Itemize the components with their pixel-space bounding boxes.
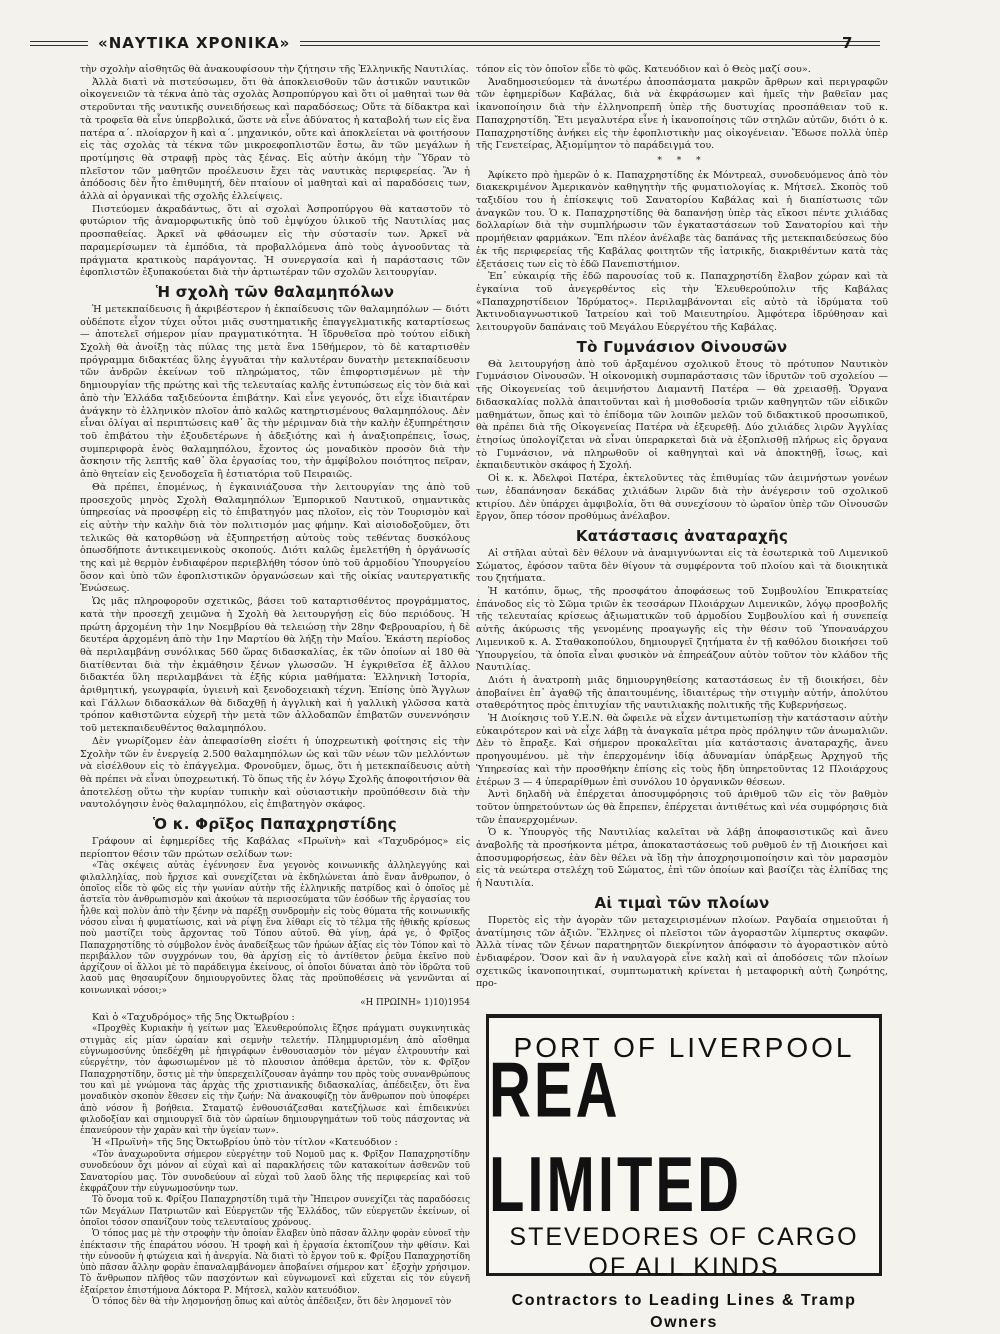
ad-contractors-line: Contractors to Leading Lines & Tramp Owners [511,1292,857,1331]
section-divider-stars: * * * [657,155,707,166]
section-heading-turmoil: Κατάστασις ἀναταραχῆς [575,526,789,545]
paragraph: Ἀντὶ δηλαδὴ νὰ ἐπέρχεται ἀποσυμφόρησις τοῦ ἀριθμοῦ τῶν εἰς τὸν βαθμὸν τοῦτον ὑπηρετούντων ὡς θὰ ἔπρεπεν, ἐπέρχεται ἀντιθέτως καὶ νέα συμφόρησις διὰ τῶν ἐπανερχομένων. [476,789,888,826]
advertisement-box [486,1014,882,1331]
page-number: 7 [842,34,853,52]
section-heading-papachristidis: Ὁ κ. Φρῖξος Παπαχρηστίδης [152,815,397,834]
paragraph: Διότι ἡ ἀνατροπὴ μιᾶς δημιουργηθείσης καταστάσεως ἐν τῇ διοικήσει, δὲν ἀποβαίνει ἐπ᾽ ἀγαθῷ τῆς ἀπαιτουμένης, ἰδιαιτέρως τὴν στιγμὴν αὐτήν, ἀπολύτου σταθερότητος πρὸς ἐπιτυχίαν τῆς ναυτιλιακῆς πολιτικῆς τῆς Κυβερνήσεως. [476,674,888,712]
section-heading-stewards-school: Ἡ σχολὴ τῶν θαλαμηπόλων [155,282,395,301]
paragraph: τόπον εἰς τὸν ὁποῖον εἶδε τὸ φῶς. Κατευόδιον καὶ ὁ Θεὸς μαζί σου». [476,64,811,75]
paragraph: Ἡ μετεκπαίδευσις ἢ ἀκριβέστερον ἡ ἐκπαίδευσις τῶν θαλαμηπόλων — διότι οὐδέποτε εἶχον τύχει οὗτοι μιᾶς συστηματικῆς ἐπαγγελματικῆς καταρτίσεως — ἀποτελεῖ σήμερον μίαν πραγματικότητα. Ἡ ἵδρυθεῖσα πρὸ τούτου εἰδικὴ Σχολὴ θὰ ἀνοίξῃ τὰς πύλας της μετὰ ἕνα 15θήμερον, τὸ δὲ καταρτισθὲν πρόγραμμα διδακτέας ὕλης ἐγγυᾶται τὴν καλυτέραν δυνατὴν μετεκπαίδευσιν τῶν ἀνδρῶν ἐκείνων τοῦ πληρώματος, τῶν ἐπιφορτισμένων μὲ τὴν δημιουργίαν τῆς πρώτης καὶ τῆς τελευταίας καλῆς ἐντυπώσεως εἰς τὸν διὰ καὶ ἀπὸ τὴν Ἑλλάδα ταξιδεύοντα ἐπιβάτην. Καὶ εἶνε γεγονός, ὅτι εἶχε ἰδιαιτέραν ἀνάγκην τὸ ἑλληνικὸν πλοῖον ἀπὸ καλῶς κατηρτισμένους θαλαμηπόλους. Δὲν εἶναι ὀλίγαι αἱ περιπτώσεις καθ᾽ ἃς τὴν μέριμναν διὰ τὴν καλὴν ἐξυπηρέτησιν τοῦ ἐπιβάτου τὴν ἐξουδετέρωνε ἡ ἀδεξιότης καὶ ἡ ἀναξιοπρέπεις, ἴσως, συμπεριφορὰ ἑνὸς θαλαμηπόλου, ἔχοντος ὡς μοναδικὸν προσὸν διὰ τὴν ἄσκησιν τῆς λεπτῆς καθ᾽ ὅλα ἐργασίας του, τὴν ἀμφίβολου ποιότητος πεῖραν, ἀπὸ θητείαν εἰς ξενοδοχεῖα ἢ ἑστιατόρια τοῦ Πειραιῶς. [80,303,470,481]
paragraph: Ἐπ᾽ εὐκαιρίᾳ τῆς ἐδῶ παρουσίας τοῦ κ. Παπαχρηστίδη ἔλαβον χώραν καὶ τὰ ἐγκαίνια τοῦ ἀνεγερθέντος εἰς τὴν Ἐλευθερούπολιν τῆς Καβάλας «Παπαχρηστίδειον Ἱδρύματος». Περιλαμβάνονται εἰς αὐτὸ τὰ ἱδρύματα τοῦ Ἀκτινοδιαγνωστικοῦ Ἰατρείου καὶ τοῦ Μαιευτηρίου. Ἀμφότερα ἱδρύθησαν καὶ λειτουργοῦν δαπάναις τοῦ Μεγάλου Εὐεργέτου τῆς Καβάλας. [476,271,888,334]
header-rule-left [30,41,88,46]
paragraph: Ὁ κ. Ὑπουργὸς τῆς Ναυτιλίας καλεῖται νὰ λάβῃ ἀποφασιστικῶς καὶ ἄνευ ἀναβολῆς τὰ προσήκοντα μέτρα, ἀποκαταστάσεως τοῦ ρυθμοῦ ἐν τῇ Διοικήσει καὶ ἀποσυμφορήσεως, ἐὰν δὲν θέλει νὰ ἴδῃ τὴν ἀποχρησιμοποίησιν καὶ τὸν μαρασμὸν εἰς τὰ νεώτερα στελέχη τοῦ Σώματος, ἐπὶ τῶν ὁποίων καὶ βασίζει τὰς ἐλπίδας της ἡ Ναυτιλία. [476,827,888,890]
ad-service-line: STEVEDORES OF CARGO [509,1223,859,1251]
paragraph: Ἡ Διοίκησις τοῦ Υ.Ε.Ν. θὰ ὤφειλε νὰ εἶχεν ἀντιμετωπίσῃ τὴν κατάστασιν αὐτὴν εὐκαιρότερον καὶ νὰ εἶχε λάβῃ τὰ ἀναγκαῖα μέτρα πρὸς πρόληψιν τῶν ἀνωμαλιῶν. Δὲν τὸ ἔπραξε. Καὶ σήμερον προκαλεῖται μία κατάστασις ἀναταραχῆς, ἄνευ προηγουμένου. μὲ τὴν ἐπερχομένην ἰδίᾳ ἀδυναμίαν ὑπάρξεως Ἀρχηγοῦ τῆς Ὑπηρεσίας καὶ τὴν προσθήκην ἐπίσης εἰς τοὺς ἤδη ὑπηρετοῦντας 12 Πλοιάρχους ἑτέρων 3 — 4 ὑπεραρίθμων ἐπὶ συνόλου 10 ὀργανικῶν θέσεων. [476,713,888,788]
paragraph: Θὰ πρέπει, ἑπομένως, ἡ ἐγκαινιάζουσα τὴν λειτουργίαν της ἀπὸ τοῦ προσεχοῦς μηνὸς Σχολὴ Θαλαμηπόλων Ἐμπορικοῦ Ναυτικοῦ, σημαντικὰς ὑπηρεσίας νὰ προσφέρῃ εἰς τὸ ἐπιβατηγόν μας πλοῖον, εἰς τὸν Τουρισμὸν καὶ εἰς αὐτὴν τὴν καλὴν διὰ τὸν πολιτισμόν μας φήμην. Καὶ αἰσιοδοξοῦμεν, ὅτι τελικῶς θὰ κατορθώσῃ νὰ ἐξυπηρετήσῃ αὐτοὺς τοὺς τεθέντας δυσκόλους ὁπωσδήποτε ἀντικειμενικοὺς σκοπούς. Διότι καλῶς ἐμελετήθη ἡ ὀργάνωσίς της καὶ μὲ θερμὸν ἐνδιαφέρον περιεβλήθη τόσον ὑπὸ τοῦ ἁρμοδίου Ὑπουργείου ὅσον καὶ ὑπὸ τῶν ἐφοπλιστικῶν ὀργανώσεων καὶ τῆς οἰκίας ναυτεργατικῆς Ἑνώσεως. [80,481,470,595]
ad-company-name: REA LIMITED [489,1046,742,1229]
page-header [30,28,880,58]
newspaper-quote: «Τὸν ἀναχωροῦντα σήμερον εὐεργέτην τοῦ Νομοῦ μας κ. Φρῖξον Παπαχρηστίδην συνοδεύουν ὄχι μόνον αἱ εὐχαὶ καὶ αἱ παρακλήσεις τῶν κατακοίτων ἀσθενῶν τοῦ Σανατορίου μας. Τὸν συνοδεύουν αἱ εὐχαὶ τοῦ λαοῦ ὅλης τῆς περιφερείας καὶ τοῦ ἐκφράζουν τὴν εὐγνωμοσύνην των. [80,1150,470,1195]
paragraph: Πυρετὸς εἰς τὴν ἀγορὰν τῶν μεταχειρισμένων πλοίων. Ραγδαία σημειοῦται ἡ ἀνατίμησις τῶν ἀξιῶν. Ἕλληνες οἱ πλεῖστοι τῶν ἀγοραστῶν λίμπερτυς σκαφῶν. Ἀλλὰ τίνας τῶν ξένων παρατηρητῶν διεκρίνητον ἀπόφασιν τὸ ἀγοραστικὸν αὐτὸ ἐνδιαφέρον. Ὅσον καὶ ἂν ἡ ναυλαγορὰ εἶνε καλὴ καὶ αἱ ἀποδόσεις τῶν πλοίων σχετικῶς ἱκανοποιητικαί, συμπτωματικὴ κρίνεται ἡ μεταφορικὴ αὐτὴ ζωηρότης, προ- [476,914,888,990]
paragraph: Ἡ «Πρωϊνὴ» τῆς 5ης Ὀκτωβρίου ὑπὸ τὸν τίτλον «Κατευόδιον : [92,1137,398,1149]
newspaper-quote: Ὁ τόπος μας μὲ τὴν στροφὴν τὴν ὁποίαν ἔλαβεν ὑπὸ πᾶσαν ἄλλην φορὰν εὑνοεῖ τὴν ἐπέκτασιν τῆς ἐπαράτου νόσου. Ἡ τροφὴ καὶ ἡ ἐργασία ἐκτοπίζουν τὴν φθίσιν. Καὶ τὴν εὐνοοῦν ἡ φτώχεια καὶ ἡ ἀνεργία. Νὰ διατὶ τὸ ἔργον τοῦ κ. Φρίξου Παπαχρηστίδη ὑπὸ πᾶσαν ἄλλην φορὰν ἐπαναλαμβάνομεν ἀποβαίνει σήμερον κατ᾽ ἐξοχὴν χρήσιμον. Τὸ ἄνθρωπον πλῆθος τῶν πασχόντων καὶ εὐγνωμονεῖ καὶ εὔχεται εἰς τὸν εὐγενῆ ἐξαίρετον ἐπιστήμονα Δόκτορα Ρ. Μήτσελ, καλὸν κατευόδιον. [80,1229,470,1296]
section-heading-oinousses-gymnasium: Τὸ Γυμνάσιον Οἰνουσῶν [576,337,788,356]
paragraph: Ἀφίκετο πρὸ ἡμερῶν ὁ κ. Παπαχρηστίδης ἐκ Μόντρεαλ, συνοδευόμενος ἀπὸ τὸν διακεκριμένον Ἀμερικανὸν καθηγητὴν τῆς φυματιολογίας κ. Μήτσελ. Σκοπὸς τοῦ ταξιδίου του ἡ ἐπίσκεψις τοῦ Σανατορίου Καβάλας καὶ ἡ διαπίστωσις τῶν ἀναγκῶν του. Ὁ κ. Παπαχρηστίδης θὰ δαπανήσῃ ὑπὲρ τὰς εἴκοσι πέντε χιλιάδας δολλαρίων διὰ τὴν συμπλήρωσιν τῶν ἐγκαταστάσεων τοῦ Σανατορίου καὶ τὴν προμήθειαν φαρμάκων. Ἔπι πλέον ἀνέλαβε τὰς δαπάνας τῆς μετεκπαιδεύσεως δύο ἐκ τῆς περιφερείας τῆς Καβάλας φοιτητῶν τῆς ἰατρικῆς, διακριθέντων κατὰ τὰς ἐξετάσεις των εἰς τὸ ἐδῶ Πανεπιστήμιον. [476,169,888,270]
paragraph: Γράφουν αἱ ἐφημερίδες τῆς Καβάλας «Πρωϊνὴ» καὶ «Ταχυδρόμος» εἰς περίοπτον θέσιν τῶν πρώτων σελίδων των: [80,836,470,860]
paragraph: Πιστεύομεν ἀκραδάντως, ὅτι αἱ σχολαὶ Ἀσπροπύργου θὰ καταστοῦν τὸ φυτώριον τῆς ἀναμορφωτικῆς ὑπὸ τοῦ ἐμψύχου ὑλικοῦ τῆς Ναυτιλίας μας προσπαθείας. Ἀρκεῖ νὰ φθάσωμεν εἰς τὴν σύστασίν των. Ἀρκεῖ νὰ παραμερίσωμεν τὰ ἐμπόδια, τὰ προβαλλόμενα ἀπὸ τοὺς ἀγνοοῦντας τὰ πράγματα κρατικοὺς παράγοντας. Ἡ συνεργασία καὶ ἡ παράστασις τῶν ἐφοπλιστῶν ἐξυπακούεται διὰ τὴν ἀρτιωτέραν τῶν σχολῶν λειτουργίαν. [80,203,470,279]
quote-citation: «Η ΠΡΩΙΝΗ» 1)10)1954 [360,998,470,1009]
paragraph: Ἀλλὰ διατὶ νὰ πιστεύσωμεν, ὅτι θὰ ἀποκλεισθοῦν τῶν ἀστικῶν ναυτικῶν οἰκογενειῶν τὰ τέκνα ἀπὸ τὰς σχολὰς Ἀσπροπύργου καὶ ὅτι οἱ μαθηταὶ των θὰ στεροῦνται τῆς ναυτικῆς συνειδήσεως καὶ παραδόσεως; Οὔτε τὰ δίδακτρα καὶ τὰ τροφεῖα θὰ εἶνε ὑπερβολικά, ὥστε νὰ εἶνε ἀδύνατος ἡ καταβολή των εἰς ἕνα πατέρα α΄. πλοίαρχον ἢ καὶ α΄. μηχανικόν, οὔτε καὶ ἀποκλείεται νὰ φοιτήσουν εἰς τὰς σχολὰς τὰ τέκνα τῶν μικροεφοπλιστῶν ἔστω, ἂν τῶν μεγάλων ἡ προτίμησις θὰ στραφῇ πρὸς τὰς ξένας. Εἰς αὐτὴν ἀκόμη τὴν Ὕδραν τὸ πλεῖστον τῶν μαθητῶν προέλευσιν ἔχει τὰς ναυτικὰς περιφερείας. Ἂν ἡ ἀπόδοσις δὲν ἦτο ἐπιθυμητή, δὲν πταίουν οἱ μαθηταὶ καὶ αἱ παραδόσεις των, ἀλλὰ αἱ ὀργανικαὶ τῆς σχολῆς ἐλλείψεις. [80,76,470,203]
paragraph: Ἀναδημοσιεύομεν τὰ ἀνωτέρω ἀποσπάσματα μακρῶν ἄρθρων καὶ περιγραφῶν τῶν ἐφημερίδων Καβάλας, διὰ νὰ ἐκφράσωμεν καὶ ἡμεῖς τὴν βαθεῖαν μας ἱκανοποίησιν διὰ τὴν ἑλληνοπρεπῆ ὑπὲρ τῆς δυστυχίας προσπάθειαν τοῦ κ. Παπαχρηστίδη. Ἔτι μεγαλυτέρα εἶνε ἡ ἱκανοποίησις τῶν στηλῶν αὐτῶν, διότι ὁ κ. Παπαχρηστίδης ἀνήκει εἰς τὴν ἐφοπλιστικὴν μας οἰκογένειαν. Ἔδωσε πολλὰ ὑπὲρ τῆς Γενετείρας, Ἀξιομίμητον τὸ παράδειγμά του. [476,76,888,152]
newspaper-quote: Ὁ τόπος δὲν θὰ τὴν λησμονήσῃ ὅπως καὶ αὐτὸς ἀπέδειξεν, ὅτι δὲν λησμονεῖ τὸν [92,1296,452,1307]
header-rule-right [300,41,880,46]
ad-decorative-border [489,1017,879,1018]
paragraph: Ὡς μᾶς πληροφοροῦν σχετικῶς, βάσει τοῦ καταρτισθέντος προγράμματος, κατὰ τὴν προσεχῆ χειμῶνα ἡ Σχολὴ θὰ λειτουργήσῃ εἰς δύο περιόδους. Ἡ πρώτη ἀρχομένη τὴν 1ην Νοεμβρίου θὰ τελειώσῃ τὴν 28ην Φεβρουαρίου, ἡ δὲ δευτέρα ἀρχομένη ἀπὸ τὴν 1ην Μαρτίου θὰ λήξῃ τὴν Μαΐου. Ἑκάστη περίοδος θὰ περιλαμβάνῃ συνόλικας 560 ὥρας διδασκαλίας, ἐκ τῶν ὁποίων αἱ 180 θὰ διατίθενται διὰ τὴν ἐκμάθησιν ξένων γλωσσῶν. Ἡ ἐγκριθεῖσα ἐξ ἄλλου διδακτέα ὕλη περιλαμβάνει τὰ ἑξῆς κύρια μαθήματα: Ἑλληνικὴ Ἱστορία, ἀριθμητική, γεωγραφία, ὑγιεινὴ καὶ ξενοδοχειακὴ τέχνη. Ἐπίσης ὑπὸ Ἄγγλων καὶ Γάλλων διδασκάλων θὰ διδαχθῇ ἡ ἀγγλικὴ καὶ ἡ γαλλικὴ γλῶσσα κατὰ τρόπον καθιστῶντα εὐχερῆ τὴν μετὰ τῶν ἀλλοδαπῶν ἐπιβατῶν συνεννόησιν τοῦ μετεκπαιδευθέντος θαλαμηπόλου. [80,596,470,735]
right-column [476,64,888,990]
ad-port-name: PORT OF LIVERPOOL [513,1032,855,1063]
newspaper-quote: «Προχθὲς Κυριακὴν ἡ γείτων μας Ἐλευθερούπολις ἔζησε πράγματι συγκινητικὰς στιγμὰς εἰς μίαν ὡραίαν καὶ σεμνὴν τελετήν. Πλημμυρισμένη ἀπὸ αἴσθημα εὐγνωμοσύνης ὑπεδέχθη μὲ ἡπιγράφων ἐνθουσιασμὸν τὸν μέγαν ἐλτρουυτὴν καὶ εὐεργέτην, τὸν ἀφωσιωμένον μὲ τὸ πλουσιον ἀπόθεμα ἀρετῶν, τὸν κ. Φρῖξον Παπαχρηστίδην, ὅστις μὲ τὴν ὑπερεχειλίζουσαν ἀγάπην του πρὸς τοὺς συνανθρώπους του καὶ μὲ γνώμονα τὰς ἀρχὰς τῆς χριστιανικῆς διδασκαλίας, ἀπέδειξεν, ὅτι ἕνα μοναδικὸν σκοπὸν ἔθεσεν εἰς τὴν ζωήν: Νὰ ἀνακουφίζῃ τὸν ἄνθρωπον ποὺ ὑποφέρει ἀπὸ νόσον ἢ βοήθεια. Σταματῷ ἐνθουσιάζεσθαι κατεζήλωσε καὶ ἐπιδεικνύει φιλοδοξίαν καὶ σημιουργεῖ διὰ τὸν ὡραίων δημιουργημάτων τοῦ τοὺς πάσχοντας νὰ ἐπανεύρουν τὴν χαρὰν καὶ τὴν ὑγείαν των». [80,1024,470,1137]
newspaper-quote: Τὸ ὄνομα τοῦ κ. Φρίξου Παπαχρηστίδη τιμᾶ τὴν Ἤπειρον συνεχίζει τὰς παραδόσεις τῶν Μεγάλων Πατριωτῶν καὶ Εὐεργετῶν τῆς Ἑλλάδος, τῶν εὐεργετῶν ἐκείνων, οἱ ὁποῖοι τόσον σπανίζουν τοὺς τελευταίους χρόνους. [80,1195,470,1228]
paragraph: Καὶ ὁ «Ταχυδρόμος» τῆς 5ης Ὀκτωβρίου : [92,1011,295,1023]
running-title: «ΝΑΥΤΙΚΑ ΧΡΟΝΙΚΑ» [98,34,291,52]
paragraph: Δὲν γνωρίζομεν ἐὰν ἀπεφασίσθη εἰσέτι ἡ ὑποχρεωτικὴ φοίτησις εἰς τὴν Σχολὴν τῶν ἐν ἐνεργείᾳ 2.500 θαλαμηπόλων ὡς καὶ τῶν νέων τῶν μελλόντων νὰ εἰσέλθουν εἰς τὸ ἐπάγγελμα. Φρονοῦμεν, ὅμως, ὅτι ἡ μετεκπαίδευσις αὐτὴ θὰ πρέπει νὰ εἶναι ὑποχρεωτική. Τὸ ὅπως τῆς ἐν λόγῳ Σχολῆς ἀποφοιτήσιον θὰ ἀποτελέσῃ οὕτω τὴν κυρίαν τυπικὴν καὶ οὐσιαστικὴν προϋπόθεσιν διὰ τὴν ναυτολόγησιν ἑνὸς θαλαμηπόλου, εἰς ἐπιβατηγὸν σκάφος. [80,735,470,811]
paragraph: Θὰ λειτουργήσῃ ἀπὸ τοῦ ἀρξαμένου σχολικοῦ ἔτους τὸ πρότυπον Ναυτικὸν Γυμνάσιον Οἰνουσῶν. Ἡ οἰκονομικὴ συμπαράστασις τῶν ἱδρυτῶν τοῦ σχολείου — τῆς Οἰκογενείας τοῦ ἀειμνήστου Διαμαντῆ Πατέρα — θὰ χρειασθῇ. Ὄργανα διδασκαλίας πολλὰ ἀπαιτοῦνται καὶ ἡ μισθοδοσία τριῶν καθηγητῶν τῶν εἰδικῶν μαθημάτων, ὅπως καὶ τὸ ἐπίδομα τῶν λοιπῶν μελῶν τοῦ διδακτικοῦ προσωπικοῦ, θὰ πρέπει διὰ τῆς Οἰκογενείας Πατέρα νὰ ἐξευρεθῇ. Δύο χιλιάδες λιρῶν Ἀγγλίας ἐτησίως ὑπολογίζεται νὰ εἶναι ὑπεραρκεταὶ διὰ νὰ ἐξοπλισθῇ πλήρως εἰς ὄργανα τὸ Γυμνάσιον, νὰ πληρωθοῦν οἱ καθηγηταὶ καὶ νὰ ἀποκτηθῇ, ἴσως, καὶ ἐκπαιδευτικὸν σκάφος ἡ Σχολή. [476,358,888,472]
section-heading-ship-prices: Αἱ τιμαὶ τῶν πλοίων [594,893,770,912]
left-column [80,64,470,1307]
paragraph: τὴν σχολὴν αἰσθητῶς θὰ ἀνακουφίσουν τὴν ζήτησιν τῆς Ἑλληνικῆς Ναυτιλίας. [80,64,469,75]
paragraph: Ἡ κατόπιν, ὅμως, τῆς προσφάτου ἀποφάσεως τοῦ Συμβουλίου Ἐπικρατείας ἐπάνοδος εἰς τὸ Σῶμα τριῶν ἐκ τεσσάρων Πλοιάρχων Λιμενικῶν, λόγῳ προσβολῆς τῆς τελευταίας κρίσεως ἀξιωματικῶν τοῦ ἁρμοδίου Συμβουλίου καὶ ἡ συνεπείᾳ αὐτῆς ἀκύρωσις τῆς γενομένης προαγωγῆς εἰς τὴν θέσιν τοῦ Ὑποναυάρχου Λιμενικοῦ κ. Α. Σταθακοπούλου, δημιουργεῖ ζητήματα ἐν τῇ καθόλου διοικήσει τοῦ Ὑπουργείου, τὰ ὁποῖα εἶναι φυσικὸν νὰ ἐπηρεάζουν αὐτὸν τοῦτον τὸν κλάδον τῆς Ναυτιλίας. [476,586,888,674]
newspaper-quote: «Τὰς σκέψεις αὐτὰς ἐγέννησεν ἕνα γεγονὸς κοινωνικῆς ἀλληλεγγύης καὶ φιλαλληλίας, ποὺ ἤρχισε καὶ συνεχίζεται νὰ ἐκδηλώνεται ἀπὸ ἕναν ἄνθρωπον, ὁ ὁποῖος εἶδε τὸ φῶς εἰς τὴν γωνίαν αὐτὴν τῆς ἑλληνικῆς πατρίδος καὶ ὁ ὁποῖος μὲ ἀστεῖα τὸν ἀνθρωπισμὸν καὶ ἀκούων τὰ περισσεύματα τῶν ἐσόδων τῆς ἐργασίας του ἦλθε καὶ πολὺν ἀπὸ τὴν ξένην νὰ παρέξῃ συνδρομὴν εἰς τοὺς θύματα τῆς κοινωνικῆς νόσου εἶναι ἡ φυματίωσις, καὶ νὰ ρίψῃ ἕνα λίθαρι εἰς τὸ τέλμα τῆς ἠθικῆς κρίσεως ποὺ μαστίζει τοὺς ἄρχοντας τοῦ Τόπου αὐτοῦ. Θὰ γίνῃ, ἀρά γε, ὁ Φρῖξος Παπαχρηστίδης τὸ σύμβολον ἐνὸς ἀναδείξεως τῶν ἡρώων ἀξίας εἰς τὸν Τόπον καὶ τὸ περιβάλλον τῶν συγχρόνων του, θὰ ἀρχίσῃ εἰς τὸ ἀντίθετον ῥεῦμα ἐκεῖνο ποὺ ἀρχίζουν οἱ ἄλλοι μὲ τὸ παράδειγμα ἐκείνους, οἱ ὁποῖοι δύναται ἀπὸ τὸν ἱδρῶτα τοῦ λαοῦ μας θησαυρίζουν δημιουργοῦντες ὅλας τὰς προϋποθέσεις νὰ γεννῶνται αἱ κοινωνικαὶ νόσοι;» [80,861,470,996]
paragraph: Οἱ κ. κ. Ἀδελφοὶ Πατέρα, ἐκτελοῦντες τὰς ἐπιθυμίας τῶν ἀειμνήστων γονέων των, ἐδαπάνησαν δεκάδας χιλιάδων λιρῶν διὰ τὴν ἀνέγερσιν τοῦ σχολικοῦ κτιρίου. Δὲν ὑπάρχει ἀμφιβολία, ὅτι θὰ συνεχίσουν τὸ ὡραῖον ὑπὲρ τῶν Οἰνουσῶν ἔργον, ὅπερ τόσον προθύμως ἀνέλαβον. [476,473,888,523]
paragraph: Αἱ στῆλαι αὐταὶ δὲν θέλουν νὰ ἀναμιγνύωνται εἰς τὰ ἐσωτερικὰ τοῦ Λιμενικοῦ Σώματος, ἐφόσον ταῦτα δὲν θίγουν τὰ συμφέροντα τοῦ πλοίου καὶ τὰ διοικητικὰ του ζητήματα. [476,547,888,585]
ad-service-line: OF ALL KINDS [588,1253,780,1281]
